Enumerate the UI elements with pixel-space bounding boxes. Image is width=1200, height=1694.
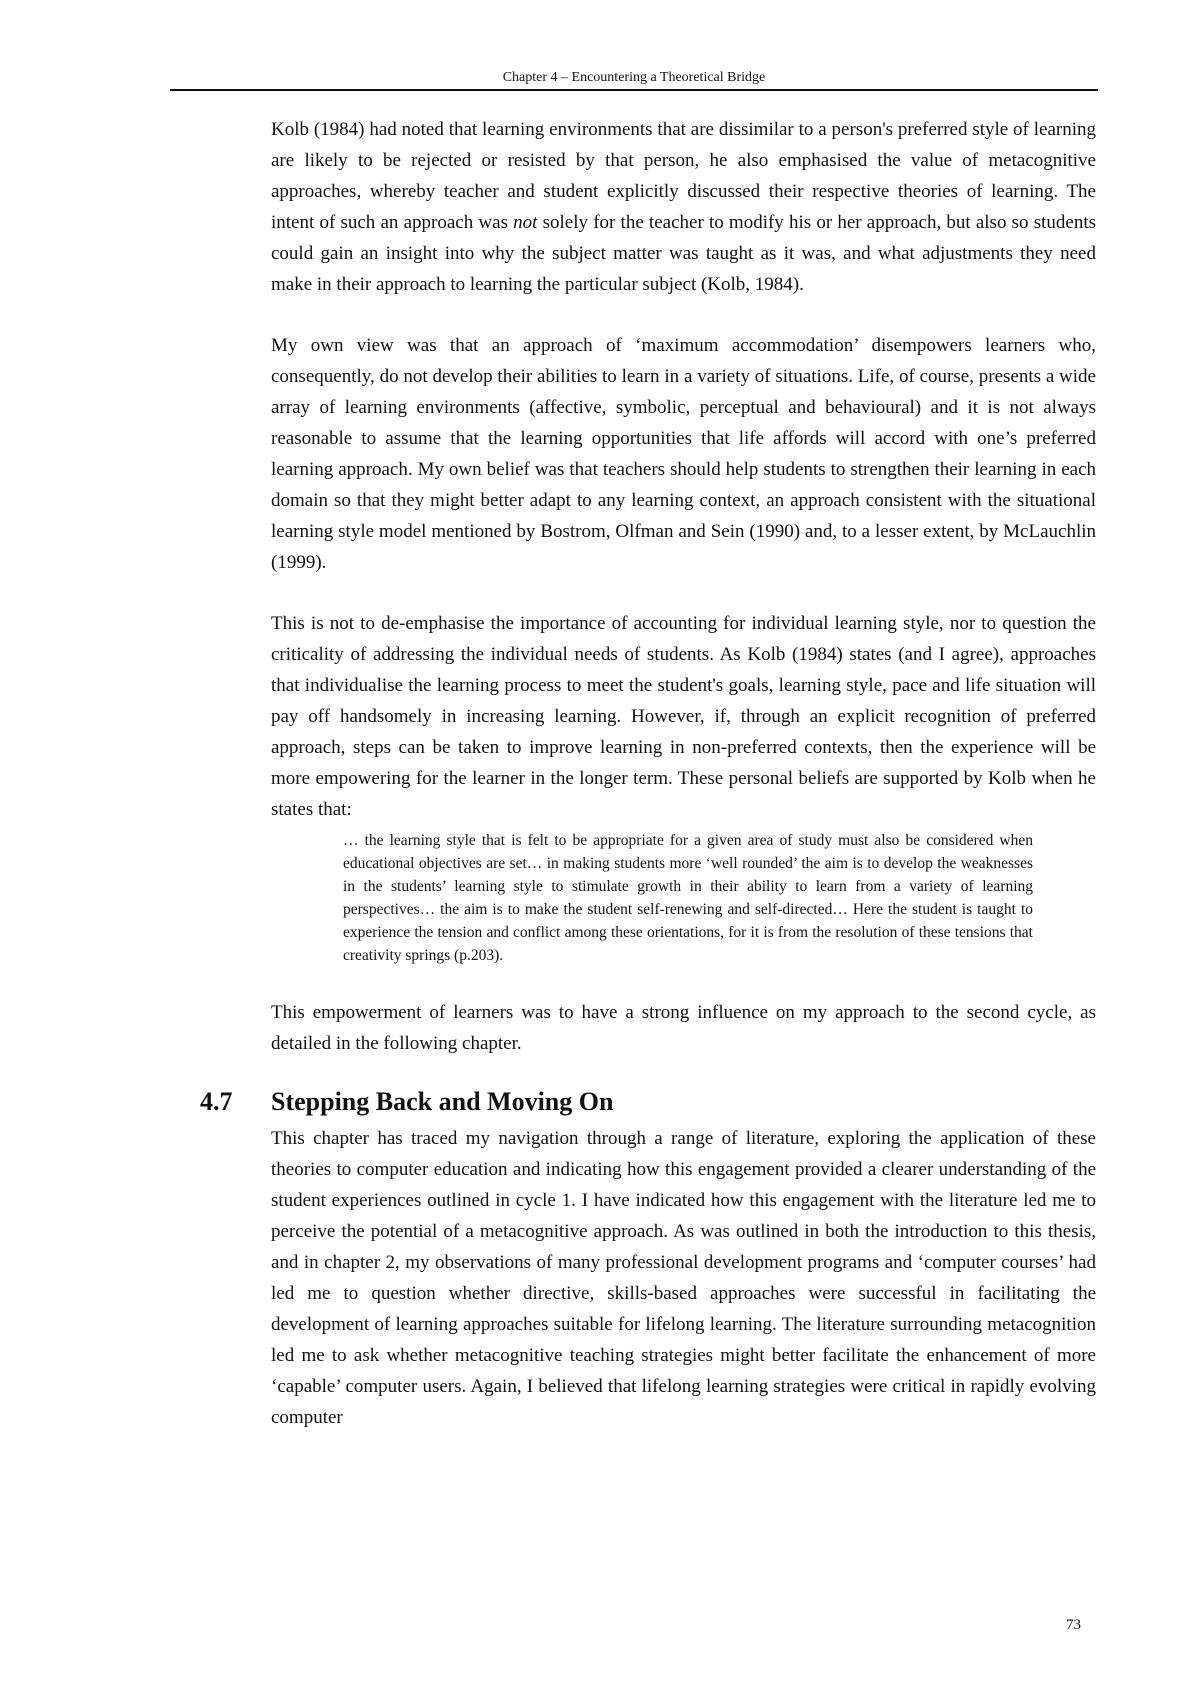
page-number: 73: [1066, 1617, 1081, 1633]
running-header: Chapter 4 – Encountering a Theoretical Bridge: [170, 70, 1098, 91]
paragraph-1: [271, 114, 1096, 300]
paragraph-3: This is not to de-emphasise the importance of accounting for individual learning style, nor to question the criticality of addressing the individual needs of students. As Kolb (1984) states (and I agree), approaches that individualise the learning process to meet the student's goals, learning style, pace and life situation will pay off handsomely in increasing learning. However, if, through an explicit recognition of preferred approach, steps can be taken to improve learning in non-preferred contexts, then the experience will be more empowering for the learner in the longer term. These personal beliefs are supported by Kolb when he states that:: [271, 613, 1096, 820]
block-quote: … the learning style that is felt to be appropriate for a given area of study must also be considered when educational objectives are set… in making students more ‘well rounded’ the aim is to develop the weaknesses in the students’ learning style to stimulate growth in their ability to learn from a variety of learning perspectives… the aim is to make the student self-renewing and self-directed… Here the student is taught to experience the tension and conflict among these orientations, for it is from the resolution of these tensions that creativity springs (p.203).: [343, 832, 1033, 964]
paragraph-4: This empowerment of learners was to have a strong influence on my approach to the second cycle, as detailed in the following chapter.: [271, 1002, 1096, 1054]
paragraph-5: This chapter has traced my navigation through a range of literature, exploring the application of these theories to computer education and indicating how this engagement provided a clearer understanding of the student experiences outlined in cycle 1. I have indicated how this engagement with the literature led me to perceive the potential of a metacognitive approach. As was outlined in both the introduction to this thesis, and in chapter 2, my observations of many professional development programs and ‘computer courses’ had led me to question whether directive, skills-based approaches were successful in facilitating the development of learning approaches suitable for lifelong learning. The literature surrounding metacognition led me to ask whether metacognitive teaching strategies might better facilitate the enhancement of more ‘capable’ computer users. Again, I believed that lifelong learning strategies were critical in rapidly evolving computer: [271, 1128, 1096, 1428]
section-title: Stepping Back and Moving On: [271, 1087, 614, 1116]
emphasis-not: not: [513, 212, 538, 233]
paragraph-1-end: solely for the teacher to modify his or her approach, but also so students could gain an insight into why the subject matter was taught as it was, and what adjustments they need make in their approach to learning the particular subject (Kolb, 1984).: [271, 212, 1096, 295]
paragraph-1-text: Kolb (1984) had noted that learning environments that are dissimilar to a person's preferred style of learning are likely to be rejected or resisted by that person, he also emphasised the value of metacognitive approaches, whereby teacher and student explicitly discussed their respective theories of learning. The intent of such an approach was: [271, 119, 1096, 233]
paragraph-2: My own view was that an approach of ‘maximum accommodation’ disempowers learners who, consequently, do not develop their abilities to learn in a variety of situations. Life, of course, presents a wide array of learning environments (affective, symbolic, perceptual and behavioural) and it is not always reasonable to assume that the learning opportunities that life affords will accord with one’s preferred learning approach. My own belief was that teachers should help students to strengthen their learning in each domain so that they might better adapt to any learning context, an approach consistent with the situational learning style model mentioned by Bostrom, Olfman and Sein (1990) and, to a lesser extent, by McLauchlin (1999).: [271, 335, 1096, 573]
page-body: [200, 114, 1096, 1433]
section-number: 4.7: [200, 1087, 233, 1116]
section-heading: [200, 1085, 1096, 1119]
